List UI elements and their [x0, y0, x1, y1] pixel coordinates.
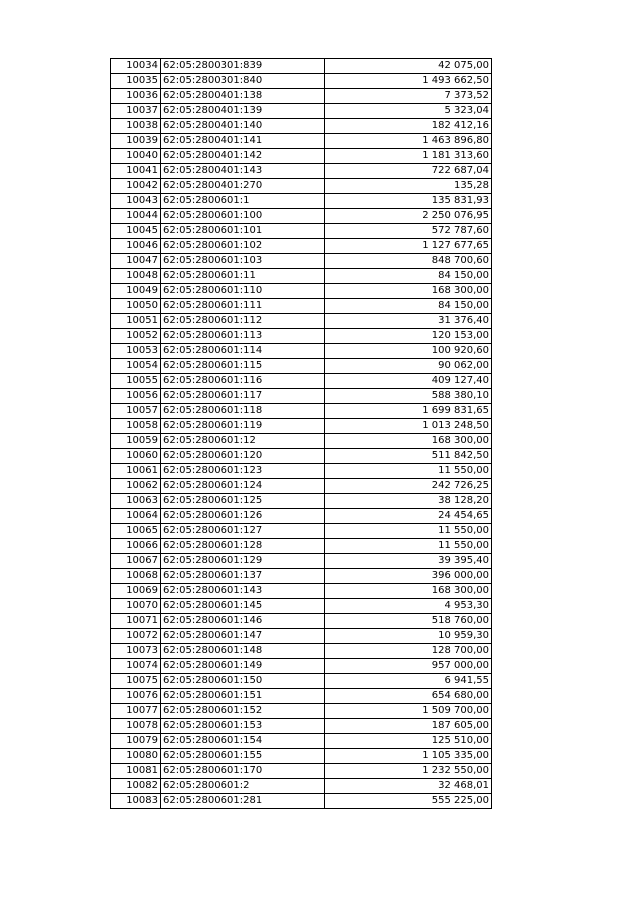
cadastral-value-cell: 168 300,00: [325, 434, 492, 449]
cadastral-number-cell: 62:05:2800601:102: [161, 239, 325, 254]
cadastral-number-cell: 62:05:2800601:126: [161, 509, 325, 524]
cadastral-number-cell: 62:05:2800401:270: [161, 179, 325, 194]
table-body: [111, 59, 492, 809]
row-number-cell: 10053: [111, 344, 161, 359]
table-row: [111, 209, 492, 224]
row-number-cell: 10083: [111, 794, 161, 809]
cadastral-number-cell: 62:05:2800401:143: [161, 164, 325, 179]
cadastral-value-cell: 32 468,01: [325, 779, 492, 794]
cadastral-number-cell: 62:05:2800601:11: [161, 269, 325, 284]
cadastral-number-cell: 62:05:2800601:100: [161, 209, 325, 224]
cadastral-number-cell: 62:05:2800601:118: [161, 404, 325, 419]
row-number-cell: 10042: [111, 179, 161, 194]
cadastral-number-cell: 62:05:2800601:101: [161, 224, 325, 239]
row-number-cell: 10061: [111, 464, 161, 479]
row-number-cell: 10072: [111, 629, 161, 644]
row-number-cell: 10069: [111, 584, 161, 599]
row-number-cell: 10038: [111, 119, 161, 134]
cadastral-value-cell: 4 953,30: [325, 599, 492, 614]
cadastral-number-cell: 62:05:2800601:119: [161, 419, 325, 434]
cadastral-number-cell: 62:05:2800401:139: [161, 104, 325, 119]
table-row: [111, 779, 492, 794]
cadastral-number-cell: 62:05:2800601:12: [161, 434, 325, 449]
cadastral-number-cell: 62:05:2800601:120: [161, 449, 325, 464]
cadastral-number-cell: 62:05:2800601:151: [161, 689, 325, 704]
cadastral-number-cell: 62:05:2800401:138: [161, 89, 325, 104]
table-row: [111, 539, 492, 554]
row-number-cell: 10059: [111, 434, 161, 449]
row-number-cell: 10071: [111, 614, 161, 629]
row-number-cell: 10037: [111, 104, 161, 119]
table-row: [111, 614, 492, 629]
cadastral-number-cell: 62:05:2800601:114: [161, 344, 325, 359]
table-row: [111, 194, 492, 209]
row-number-cell: 10055: [111, 374, 161, 389]
table-row: [111, 674, 492, 689]
cadastral-value-cell: 957 000,00: [325, 659, 492, 674]
row-number-cell: 10039: [111, 134, 161, 149]
table-row: [111, 704, 492, 719]
cadastral-number-cell: 62:05:2800601:128: [161, 539, 325, 554]
cadastral-value-cell: 848 700,60: [325, 254, 492, 269]
table-row: [111, 794, 492, 809]
table-row: [111, 239, 492, 254]
table-row: [111, 449, 492, 464]
cadastral-value-cell: 1 013 248,50: [325, 419, 492, 434]
cadastral-number-cell: 62:05:2800601:149: [161, 659, 325, 674]
table-row: [111, 659, 492, 674]
row-number-cell: 10040: [111, 149, 161, 164]
cadastral-number-cell: 62:05:2800601:152: [161, 704, 325, 719]
cadastral-number-cell: 62:05:2800601:103: [161, 254, 325, 269]
cadastral-number-cell: 62:05:2800601:153: [161, 719, 325, 734]
cadastral-value-cell: 1 181 313,60: [325, 149, 492, 164]
row-number-cell: 10063: [111, 494, 161, 509]
cadastral-value-cell: 84 150,00: [325, 269, 492, 284]
table-row: [111, 434, 492, 449]
row-number-cell: 10062: [111, 479, 161, 494]
cadastral-number-cell: 62:05:2800601:116: [161, 374, 325, 389]
cadastral-number-cell: 62:05:2800601:115: [161, 359, 325, 374]
row-number-cell: 10046: [111, 239, 161, 254]
cadastral-value-cell: 11 550,00: [325, 464, 492, 479]
cadastral-value-cell: 84 150,00: [325, 299, 492, 314]
row-number-cell: 10080: [111, 749, 161, 764]
cadastral-value-cell: 518 760,00: [325, 614, 492, 629]
cadastral-value-cell: 128 700,00: [325, 644, 492, 659]
cadastral-number-cell: 62:05:2800601:110: [161, 284, 325, 299]
table-row: [111, 59, 492, 74]
cadastral-value-cell: 654 680,00: [325, 689, 492, 704]
cadastral-number-cell: 62:05:2800601:125: [161, 494, 325, 509]
table-row: [111, 599, 492, 614]
table-row: [111, 629, 492, 644]
cadastral-value-cell: 135,28: [325, 179, 492, 194]
table-row: [111, 689, 492, 704]
row-number-cell: 10045: [111, 224, 161, 239]
cadastral-value-cell: 38 128,20: [325, 494, 492, 509]
cadastral-value-cell: 511 842,50: [325, 449, 492, 464]
row-number-cell: 10043: [111, 194, 161, 209]
table-row: [111, 479, 492, 494]
table-row: [111, 719, 492, 734]
cadastral-value-cell: 125 510,00: [325, 734, 492, 749]
cadastral-value-cell: 90 062,00: [325, 359, 492, 374]
table-row: [111, 524, 492, 539]
row-number-cell: 10060: [111, 449, 161, 464]
cadastral-value-cell: 572 787,60: [325, 224, 492, 239]
cadastral-value-cell: 2 250 076,95: [325, 209, 492, 224]
table-row: [111, 734, 492, 749]
cadastral-value-cell: 11 550,00: [325, 524, 492, 539]
row-number-cell: 10065: [111, 524, 161, 539]
row-number-cell: 10066: [111, 539, 161, 554]
cadastral-value-cell: 39 395,40: [325, 554, 492, 569]
cadastral-value-cell: 1 699 831,65: [325, 404, 492, 419]
row-number-cell: 10034: [111, 59, 161, 74]
row-number-cell: 10067: [111, 554, 161, 569]
cadastral-number-cell: 62:05:2800301:840: [161, 74, 325, 89]
row-number-cell: 10049: [111, 284, 161, 299]
cadastral-value-cell: 1 493 662,50: [325, 74, 492, 89]
table-row: [111, 134, 492, 149]
cadastral-value-cell: 722 687,04: [325, 164, 492, 179]
cadastral-value-cell: 588 380,10: [325, 389, 492, 404]
cadastral-value-cell: 42 075,00: [325, 59, 492, 74]
cadastral-value-cell: 1 127 677,65: [325, 239, 492, 254]
cadastral-value-cell: 555 225,00: [325, 794, 492, 809]
row-number-cell: 10054: [111, 359, 161, 374]
row-number-cell: 10082: [111, 779, 161, 794]
row-number-cell: 10076: [111, 689, 161, 704]
cadastral-value-cell: 5 323,04: [325, 104, 492, 119]
cadastral-number-cell: 62:05:2800601:150: [161, 674, 325, 689]
cadastral-number-cell: 62:05:2800601:123: [161, 464, 325, 479]
cadastral-number-cell: 62:05:2800301:839: [161, 59, 325, 74]
cadastral-value-cell: 10 959,30: [325, 629, 492, 644]
row-number-cell: 10058: [111, 419, 161, 434]
table-row: [111, 119, 492, 134]
table-row: [111, 179, 492, 194]
table-row: [111, 89, 492, 104]
row-number-cell: 10041: [111, 164, 161, 179]
cadastral-value-cell: 1 463 896,80: [325, 134, 492, 149]
cadastral-number-cell: 62:05:2800601:113: [161, 329, 325, 344]
cadastral-value-cell: 1 509 700,00: [325, 704, 492, 719]
row-number-cell: 10036: [111, 89, 161, 104]
table-row: [111, 74, 492, 89]
cadastral-number-cell: 62:05:2800601:154: [161, 734, 325, 749]
cadastral-value-cell: 100 920,60: [325, 344, 492, 359]
cadastral-number-cell: 62:05:2800601:129: [161, 554, 325, 569]
row-number-cell: 10068: [111, 569, 161, 584]
row-number-cell: 10048: [111, 269, 161, 284]
cadastral-value-cell: 120 153,00: [325, 329, 492, 344]
cadastral-value-cell: 135 831,93: [325, 194, 492, 209]
table-row: [111, 764, 492, 779]
cadastral-value-cell: 11 550,00: [325, 539, 492, 554]
row-number-cell: 10078: [111, 719, 161, 734]
row-number-cell: 10079: [111, 734, 161, 749]
table-row: [111, 404, 492, 419]
table-row: [111, 464, 492, 479]
row-number-cell: 10035: [111, 74, 161, 89]
table-row: [111, 644, 492, 659]
cadastral-value-cell: 187 605,00: [325, 719, 492, 734]
table-row: [111, 389, 492, 404]
cadastral-number-cell: 62:05:2800601:2: [161, 779, 325, 794]
row-number-cell: 10075: [111, 674, 161, 689]
table-row: [111, 554, 492, 569]
table-row: [111, 329, 492, 344]
row-number-cell: 10081: [111, 764, 161, 779]
table-row: [111, 509, 492, 524]
cadastral-number-cell: 62:05:2800601:137: [161, 569, 325, 584]
row-number-cell: 10057: [111, 404, 161, 419]
table-row: [111, 494, 492, 509]
cadastral-value-cell: 168 300,00: [325, 584, 492, 599]
cadastral-number-cell: 62:05:2800601:145: [161, 599, 325, 614]
table-row: [111, 749, 492, 764]
table-row: [111, 269, 492, 284]
cadastral-number-cell: 62:05:2800601:127: [161, 524, 325, 539]
table-row: [111, 344, 492, 359]
cadastral-number-cell: 62:05:2800601:124: [161, 479, 325, 494]
row-number-cell: 10077: [111, 704, 161, 719]
cadastral-value-table: [110, 58, 492, 809]
table-row: [111, 299, 492, 314]
cadastral-number-cell: 62:05:2800601:112: [161, 314, 325, 329]
cadastral-number-cell: 62:05:2800601:147: [161, 629, 325, 644]
table-row: [111, 254, 492, 269]
cadastral-number-cell: 62:05:2800401:142: [161, 149, 325, 164]
row-number-cell: 10070: [111, 599, 161, 614]
table-row: [111, 149, 492, 164]
table-row: [111, 164, 492, 179]
row-number-cell: 10074: [111, 659, 161, 674]
cadastral-number-cell: 62:05:2800601:111: [161, 299, 325, 314]
cadastral-number-cell: 62:05:2800401:141: [161, 134, 325, 149]
table-row: [111, 419, 492, 434]
row-number-cell: 10052: [111, 329, 161, 344]
cadastral-value-cell: 1 105 335,00: [325, 749, 492, 764]
cadastral-number-cell: 62:05:2800601:170: [161, 764, 325, 779]
cadastral-value-cell: 168 300,00: [325, 284, 492, 299]
cadastral-value-cell: 409 127,40: [325, 374, 492, 389]
cadastral-number-cell: 62:05:2800601:143: [161, 584, 325, 599]
row-number-cell: 10051: [111, 314, 161, 329]
cadastral-number-cell: 62:05:2800601:117: [161, 389, 325, 404]
table-row: [111, 314, 492, 329]
cadastral-value-cell: 24 454,65: [325, 509, 492, 524]
cadastral-value-cell: 242 726,25: [325, 479, 492, 494]
cadastral-number-cell: 62:05:2800401:140: [161, 119, 325, 134]
cadastral-value-cell: 6 941,55: [325, 674, 492, 689]
table-row: [111, 359, 492, 374]
table-row: [111, 584, 492, 599]
table-row: [111, 104, 492, 119]
cadastral-number-cell: 62:05:2800601:146: [161, 614, 325, 629]
cadastral-value-cell: 1 232 550,00: [325, 764, 492, 779]
cadastral-number-cell: 62:05:2800601:148: [161, 644, 325, 659]
cadastral-value-cell: 31 376,40: [325, 314, 492, 329]
cadastral-number-cell: 62:05:2800601:281: [161, 794, 325, 809]
cadastral-value-cell: 396 000,00: [325, 569, 492, 584]
row-number-cell: 10073: [111, 644, 161, 659]
table-row: [111, 224, 492, 239]
table-row: [111, 284, 492, 299]
row-number-cell: 10064: [111, 509, 161, 524]
cadastral-number-cell: 62:05:2800601:1: [161, 194, 325, 209]
cadastral-value-cell: 182 412,16: [325, 119, 492, 134]
table-row: [111, 374, 492, 389]
row-number-cell: 10050: [111, 299, 161, 314]
cadastral-value-cell: 7 373,52: [325, 89, 492, 104]
row-number-cell: 10056: [111, 389, 161, 404]
table-row: [111, 569, 492, 584]
row-number-cell: 10044: [111, 209, 161, 224]
cadastral-number-cell: 62:05:2800601:155: [161, 749, 325, 764]
row-number-cell: 10047: [111, 254, 161, 269]
